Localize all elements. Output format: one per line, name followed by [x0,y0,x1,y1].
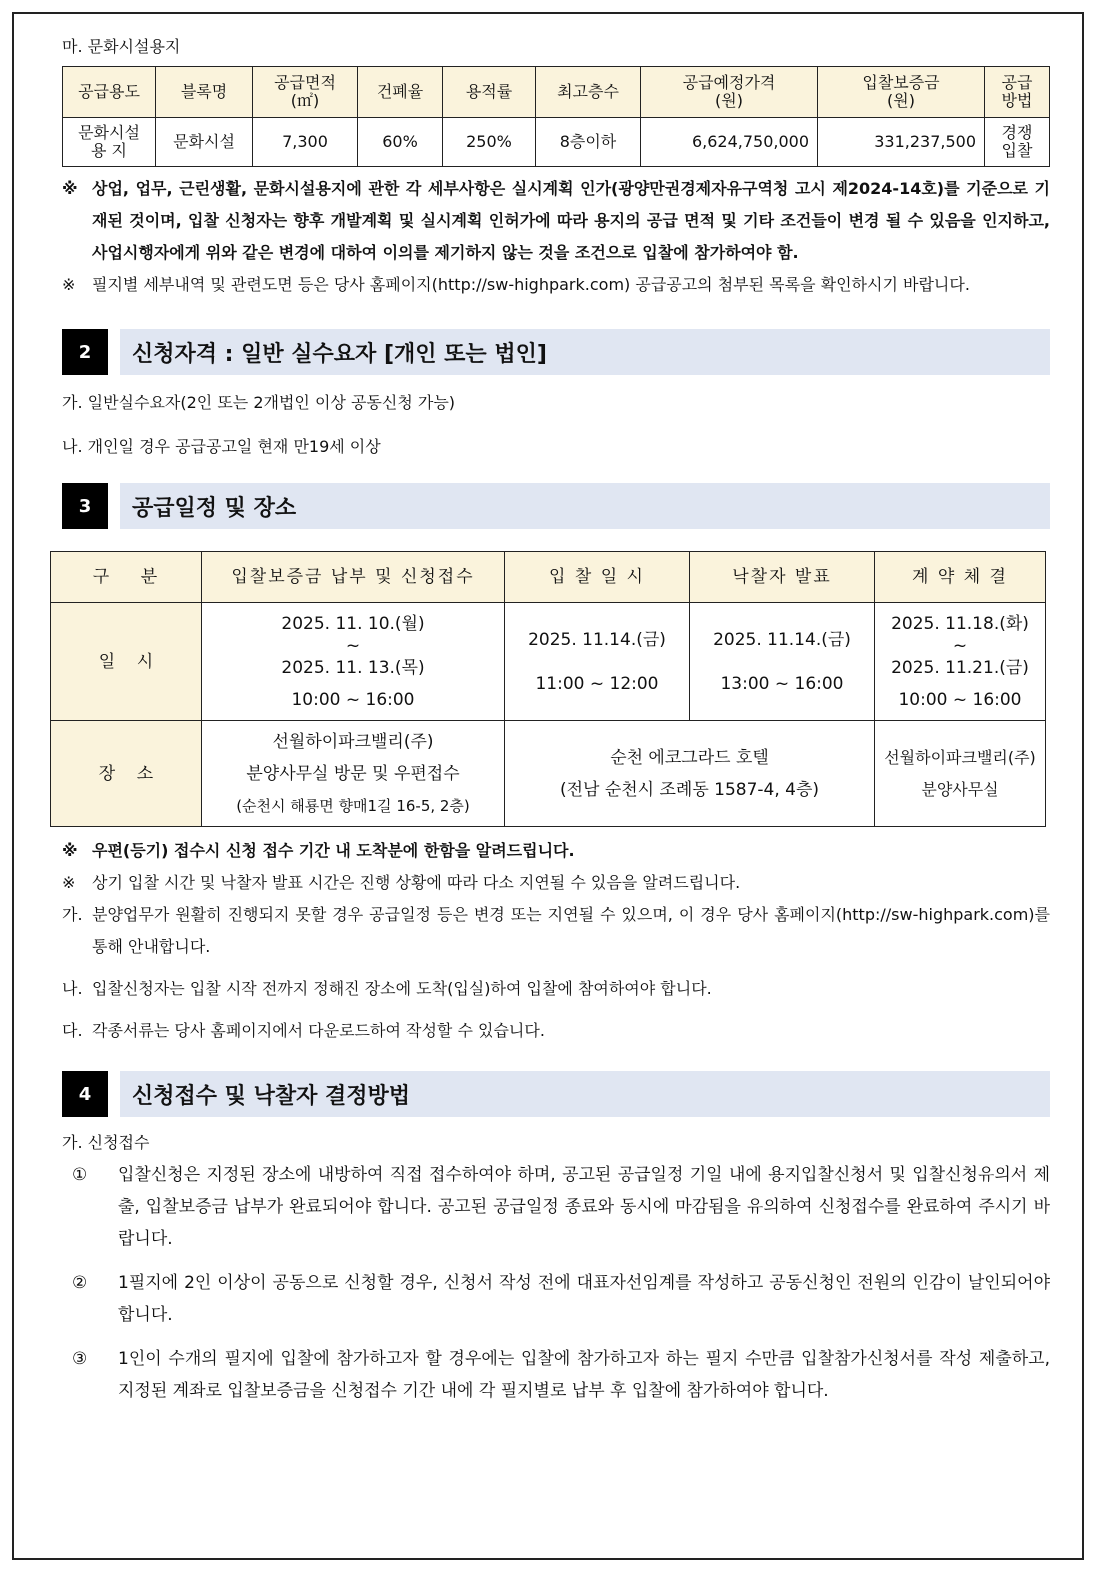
cell: 250% [443,118,536,167]
note-mark: 나. [62,979,83,998]
row-header: 장 소 [51,721,202,827]
date-end: 2025. 11. 13.(목) [281,657,425,678]
table-row [51,603,1046,721]
note-text: 우편(등기) 접수시 신청 접수 기간 내 도착분에 한함을 알려드립니다. [92,841,575,860]
section-number: 2 [62,329,108,375]
note-mark: ※ [62,873,76,892]
note-mark: ※ [62,275,76,294]
col-header: 계 약 체 결 [875,552,1046,603]
col-header: 용적률 [443,67,536,118]
col-header: 낙찰자 발표 [690,552,875,603]
section-number: 3 [62,483,108,529]
cell: 8층이하 [536,118,641,167]
row-header: 일 시 [51,603,202,721]
cell [875,721,1046,827]
note [62,269,1050,301]
table-header-row [51,552,1046,603]
cell: 문화시설 [156,118,253,167]
place-address: (순천시 해룡면 향매1길 16-5, 2층) [236,796,470,815]
note [62,1015,1050,1047]
section-3-header [62,483,1050,529]
subsection-title: 가. 신청접수 [62,1133,150,1152]
item-text: 1인이 수개의 필지에 입찰에 참가하고자 할 경우에는 입찰에 참가하고자 하는 필지 수만큼 입찰참가신청서를 작성 제출하고, 지정된 계좌로 입찰보증금을 신청접수 기간 내에 각 필지별로 납부 후 입찰에 참가하여야 합니다. [118,1349,1050,1401]
place-name: 순천 에코그라드 호텔 [610,747,769,768]
note [62,867,1050,899]
item-mark: ① [72,1165,88,1185]
note-text: 상업, 업무, 근린생활, 문화시설용지에 관한 각 세부사항은 실시계획 인가(광양만권경제자유구역청 고시 제2024-14호)를 기준으로 기재된 것이며, 입찰 신청자는 향후 개발계획 및 실시계획 인허가에 따라 용지의 공급 면적 및 기타 조건들이 변경 될 수 있음을 인지하고, 사업시행자에게 위와 같은 변경에 대하여 이의를 제기하지 않는 것을 조건으로 입찰에 참가하여야 함. [92,179,1050,262]
note-mark: 가. [62,905,83,924]
list-item [72,1159,1050,1255]
time: 10:00 ~ 16:00 [291,689,415,710]
document-body [62,36,1050,1407]
cell [875,603,1046,721]
cell: 331,237,500 [818,118,985,167]
section-2-header [62,329,1050,375]
section-title: 공급일정 및 장소 [120,483,1050,529]
col-header: 최고층수 [536,67,641,118]
cell: 7,300 [253,118,358,167]
list-item: 가. 일반실수요자(2인 또는 2개법인 이상 공동신청 가능) [62,393,456,412]
cell: 경쟁 입찰 [985,118,1050,167]
section-title: 신청접수 및 낙찰자 결정방법 [120,1071,1050,1117]
item-mark: ③ [72,1349,88,1369]
cell [505,721,875,827]
place-detail: 분양사무실 방문 및 우편접수 [246,763,460,784]
table-row [63,118,1050,167]
note-mark: 다. [62,1021,83,1040]
place-address: (전남 순천시 조례동 1587-4, 4층) [559,779,820,800]
date-start: 2025. 11.18.(화) [891,613,1029,634]
col-header: 공급면적 (㎡) [253,67,358,118]
time: 10:00 ~ 16:00 [898,689,1022,710]
cell: 60% [358,118,443,167]
place-name: 선월하이파크밸리(주) [884,747,1036,767]
col-header: 입찰보증금 (원) [818,67,985,118]
col-header: 공급예정가격 (원) [641,67,818,118]
note [62,835,1050,867]
date-start: 2025. 11. 10.(월) [281,613,425,634]
col-header: 공급용도 [63,67,156,118]
note-mark: ※ [62,841,78,860]
section-title: 신청자격 : 일반 실수요자 [개인 또는 법인] [120,329,1050,375]
cell [202,721,505,827]
cell [505,603,690,721]
date: 2025. 11.14.(금) [528,629,666,650]
date: 2025. 11.14.(금) [713,629,851,650]
date-end: 2025. 11.21.(금) [891,657,1029,678]
list-item [72,1343,1050,1407]
section-number: 4 [62,1071,108,1117]
place-detail: 분양사무실 [921,779,999,799]
note [62,173,1050,269]
date-sep: ~ [345,635,361,656]
col-header: 블록명 [156,67,253,118]
note-text: 각종서류는 당사 홈페이지에서 다운로드하여 작성할 수 있습니다. [92,1021,545,1040]
schedule-table [50,551,1046,827]
culture-table [62,66,1050,167]
section-4-header [62,1071,1050,1117]
col-header: 입찰보증금 납부 및 신청접수 [202,552,505,603]
place-name: 선월하이파크밸리(주) [272,731,434,752]
list-item: 나. 개인일 경우 공급공고일 현재 만19세 이상 [62,437,381,456]
note-text: 입찰신청자는 입찰 시작 전까지 정해진 장소에 도착(입실)하여 입찰에 참여하여야 합니다. [92,979,712,998]
time: 11:00 ~ 12:00 [535,673,659,694]
note-text: 필지별 세부내역 및 관련도면 등은 당사 홈페이지(http://sw-highpark.com) 공급공고의 첨부된 목록을 확인하시기 바랍니다. [92,275,970,294]
list-item [72,1267,1050,1331]
item-text: 1필지에 2인 이상이 공동으로 신청할 경우, 신청서 작성 전에 대표자선임계를 작성하고 공동신청인 전원의 인감이 날인되어야 합니다. [118,1273,1050,1325]
date-sep: ~ [952,635,968,656]
note-text: 상기 입찰 시간 및 낙찰자 발표 시간은 진행 상황에 따라 다소 지연될 수 있음을 알려드립니다. [92,873,741,892]
note [62,973,1050,1005]
cell: 문화시설 용 지 [63,118,156,167]
table-header-row [63,67,1050,118]
col-header: 구 분 [51,552,202,603]
culture-title: 마. 문화시설용지 [62,37,181,56]
note [62,899,1050,963]
time: 13:00 ~ 16:00 [720,673,844,694]
col-header: 입 찰 일 시 [505,552,690,603]
col-header: 건폐율 [358,67,443,118]
cell: 6,624,750,000 [641,118,818,167]
col-header: 공급 방법 [985,67,1050,118]
note-text: 분양업무가 원활히 진행되지 못할 경우 공급일정 등은 변경 또는 지연될 수 있으며, 이 경우 당사 홈페이지(http://sw-highpark.com)를 통해 안내합니다. [92,905,1050,956]
item-text: 입찰신청은 지정된 장소에 내방하여 직접 접수하여야 하며, 공고된 공급일정 기일 내에 용지입찰신청서 및 입찰신청유의서 제출, 입찰보증금 납부가 완료되어야 합니다. 공고된 공급일정 종료와 동시에 마감됨을 유의하여 신청접수를 완료하여 주시기 바랍니다. [118,1165,1050,1249]
cell [202,603,505,721]
cell [690,603,875,721]
item-mark: ② [72,1273,88,1293]
note-mark: ※ [62,179,78,198]
table-row [51,721,1046,827]
